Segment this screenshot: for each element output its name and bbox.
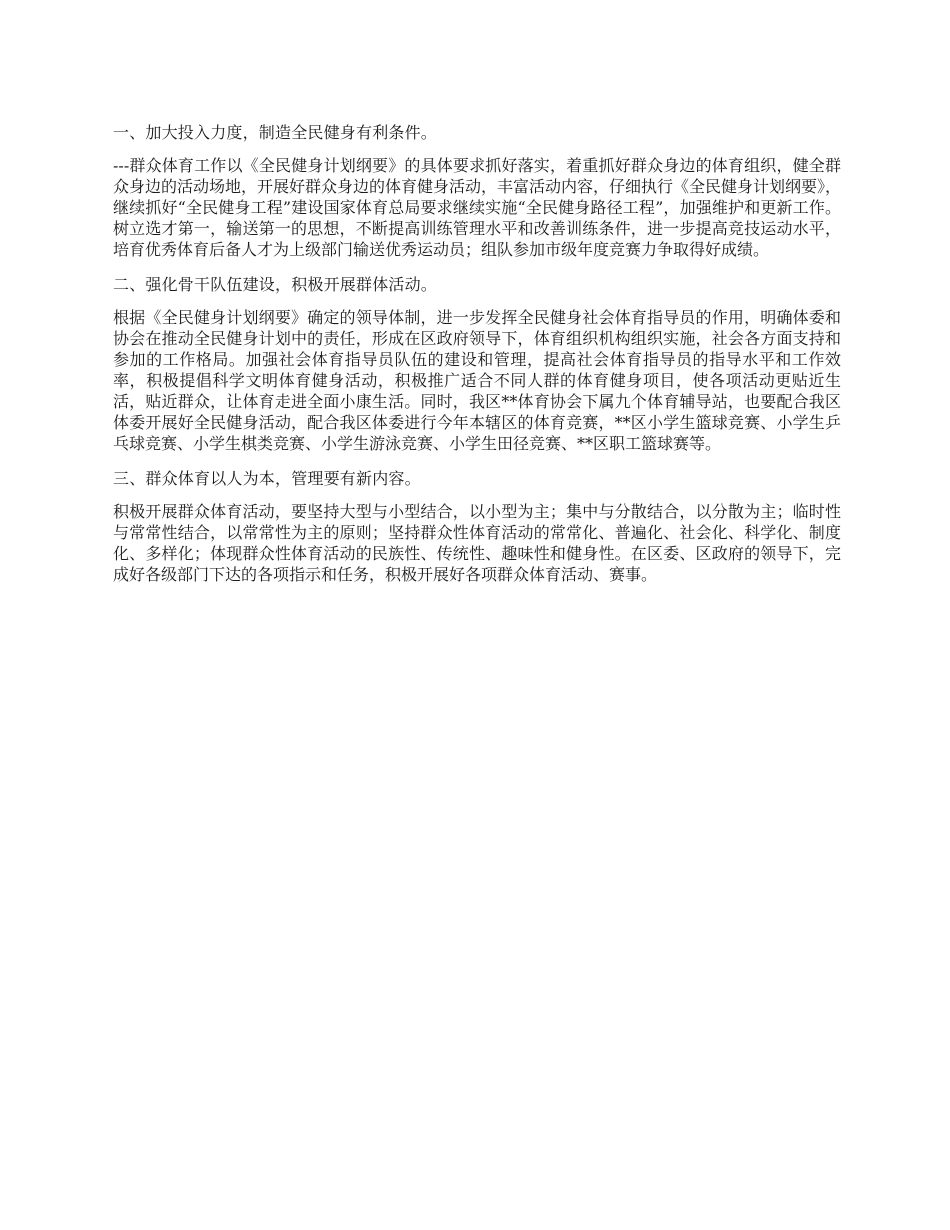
section-2-heading: 二、强化骨干队伍建设，积极开展群体活动。 xyxy=(113,275,438,294)
section-1-body: ---群众体育工作以《全民健身计划纲要》的具体要求抓好落实，着重抓好群众身边的体育组织，健全群众身边的活动场地，开展好群众身边的体育健身活动，丰富活动内容，仔细执行《全民健身计划纲要》，继续抓好“全民健身工程”建设国家体育总局要求继续实施“全民健身路径工程”，加强维护和更新工作。树立选才第一，输送第一的思想，不断提高训练管理水平和改善训练条件，进一步提高竞技运动水平，培育优秀体育后备人才为上级部门输送优秀运动员；组队参加市级年度竞赛力争取得好成绩。 xyxy=(113,156,842,259)
section-3-body: 积极开展群众体育活动，要坚持大型与小型结合，以小型为主；集中与分散结合，以分散为主；临时性与常常性结合，以常常性为主的原则；坚持群众性体育活动的常常化、普遍化、社会化、科学化、制度化、多样化；体现群众性体育活动的民族性、传统性、趣味性和健身性。在区委、区政府的领导下，完成好各级部门下达的各项指示和任务，积极开展好各项群众体育活动、赛事。 xyxy=(113,502,841,584)
document-page xyxy=(113,122,841,599)
section-1-heading: 一、加大投入力度，制造全民健身有利条件。 xyxy=(113,123,438,142)
section-3-heading: 三、群众体育以人为本，管理要有新内容。 xyxy=(113,469,421,488)
section-2-body: 根据《全民健身计划纲要》确定的领导体制，进一步发挥全民健身社会体育指导员的作用，明确体委和协会在推动全民健身计划中的责任，形成在区政府领导下，体育组织机构组织实施，社会各方面支持和参加的工作格局。加强社会体育指导员队伍的建设和管理，提高社会体育指导员的指导水平和工作效率，积极提倡科学文明体育健身活动，积极推广适合不同人群的体育健身项目，使各项活动更贴近生活，贴近群众，让体育走进全面小康生活。同时，我区**体育协会下属九个体育辅导站，也要配合我区体委开展好全民健身活动，配合我区体委进行今年本辖区的体育竞赛，**区小学生篮球竞赛、小学生乒乓球竞赛、小学生棋类竞赛、小学生游泳竞赛、小学生田径竞赛、**区职工篮球赛等。 xyxy=(113,308,841,453)
